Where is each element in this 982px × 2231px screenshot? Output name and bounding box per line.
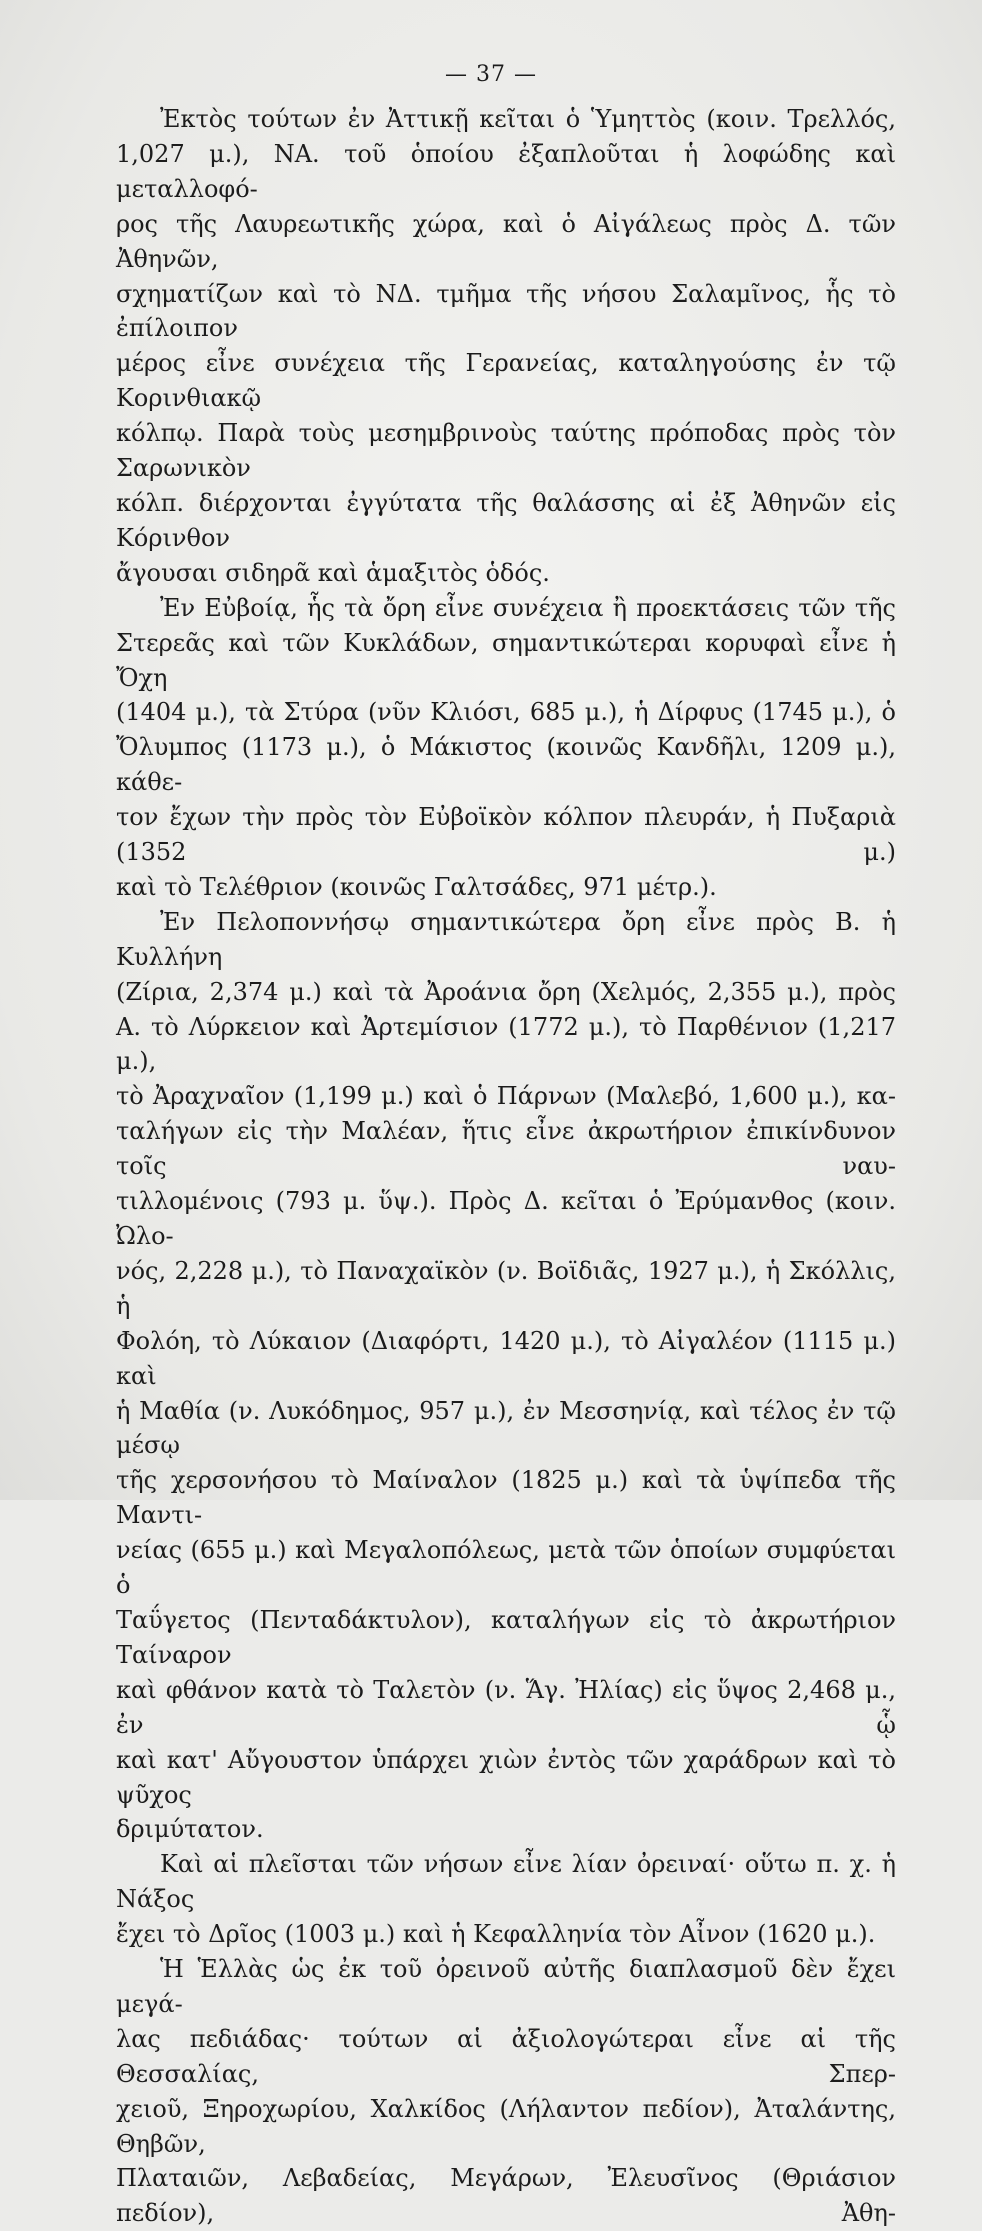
text-line: μέρος εἶνε συνέχεια τῆς Γερανείας, καταληγούσης ἐν τῷ Κορινθιακῷ [116, 349, 896, 413]
text-line: Ὄλυμπος (1173 μ.), ὁ Μάκιστος (κοινῶς Κανδῆλι, 1209 μ.), κάθε- [116, 733, 896, 797]
text-line: κόλπ. διέρχονται ἐγγύτατα τῆς θαλάσσης αἱ ἐξ Ἀθηνῶν εἰς Κόρινθον [116, 488, 896, 552]
text-line: Α. τὸ Λύρκειον καὶ Ἀρτεμίσιον (1772 μ.), τὸ Παρθένιον (1,217 μ.), [116, 1012, 896, 1076]
text-line: Στερεᾶς καὶ τῶν Κυκλάδων, σημαντικώτεραι κορυφαὶ εἶνε ἡ Ὄχη [116, 628, 896, 692]
text-line: καὶ φθάνον κατὰ τὸ Ταλετὸν (ν. Ἅγ. Ἠλίας) εἰς ὕψος 2,468 μ., ἐν ᾧ [116, 1675, 896, 1739]
text-line: τιλλομένοις (793 μ. ὕψ.). Πρὸς Δ. κεῖται ὁ Ἐρύμανθος (κοιν. Ὠλο- [116, 1187, 896, 1250]
text-line: Πλαταιῶν, Λεβαδείας, Μεγάρων, Ἐλευσῖνος (Θριάσιον πεδίον), Ἀθη- [116, 2164, 896, 2228]
text-line: καὶ κατ' Αὔγουστον ὑπάρχει χιὼν ἐντὸς τῶν χαράδρων καὶ τὸ ψῦχος [116, 1745, 896, 1809]
text-line: δριμύτατον. [116, 1815, 264, 1844]
text-line: Ἐκτὸς τούτων ἐν Ἀττικῇ κεῖται ὁ Ὑμηττὸς (κοιν. Τρελλός, [160, 105, 896, 133]
text-line: ἔχει τὸ Δρῖος (1003 μ.) καὶ ἡ Κεφαλληνία τὸν Αἶνον (1620 μ.). [116, 1920, 876, 1949]
text-line: νείας (655 μ.) καὶ Μεγαλοπόλεως, μετὰ τῶν ὁποίων συμφύεται ὁ [116, 1536, 896, 1600]
body-text [116, 102, 896, 2231]
text-line: λας πεδιάδας· τούτων αἱ ἀξιολογώτεραι εἶνε αἱ τῆς Θεσσαλίας, Σπερ- [116, 2024, 896, 2088]
text-line: Ταΰγετος (Πενταδάκτυλον), καταλήγων εἰς τὸ ἀκρωτήριον Ταίναρον [116, 1605, 896, 1669]
text-line: χειοῦ, Ξηροχωρίου, Χαλκίδος (Λήλαντον πεδίον), Ἀταλάντης, Θηβῶν, [116, 2094, 896, 2158]
text-line: ρος τῆς Λαυρεωτικῆς χώρα, καὶ ὁ Αἰγάλεως πρὸς Δ. τῶν Ἀθηνῶν, [116, 209, 896, 273]
text-line: τῆς χερσονήσου τὸ Μαίναλον (1825 μ.) καὶ τὰ ὑψίπεδα τῆς Μαντι- [116, 1466, 896, 1530]
text-line: Ἡ Ἑλλὰς ὡς ἐκ τοῦ ὀρεινοῦ αὐτῆς διαπλασμοῦ δὲν ἔχει μεγά- [116, 1955, 896, 2018]
text-line: τον ἔχων τὴν πρὸς τὸν Εὐβοϊκὸν κόλπον πλευράν, ἡ Πυξαριὰ (1352 μ.) [116, 803, 896, 867]
text-line: (1404 μ.), τὰ Στύρα (νῦν Κλιόσι, 685 μ.), ἡ Δίρφυς (1745 μ.), ὁ [116, 698, 896, 727]
text-line: ταλήγων εἰς τὴν Μαλέαν, ἥτις εἶνε ἀκρωτήριον ἐπικίνδυνον τοῖς ναυ- [116, 1117, 896, 1181]
text-line: Ἐν Πελοποννήσῳ σημαντικώτερα ὄρη εἶνε πρὸς Β. ἡ Κυλλήνη [116, 907, 896, 971]
text-line: κόλπῳ. Παρὰ τοὺς μεσημβρινοὺς ταύτης πρόποδας πρὸς τὸν Σαρωνικὸν [116, 419, 896, 483]
text-line: σχηματίζων καὶ τὸ ΝΔ. τμῆμα τῆς νήσου Σαλαμῖνος, ἧς τὸ ἐπίλοιπον [116, 279, 896, 343]
text-line: Καὶ αἱ πλεῖσται τῶν νήσων εἶνε λίαν ὀρειναί· οὕτω π. χ. ἡ Νάξος [116, 1850, 896, 1914]
page-number: — 37 — [445, 62, 537, 87]
text-line: ἡ Μαθία (ν. Λυκόδημος, 957 μ.), ἐν Μεσσηνίᾳ, καὶ τέλος ἐν τῷ μέσῳ [116, 1396, 896, 1460]
text-line: Φολόη, τὸ Λύκαιον (Διαφόρτι, 1420 μ.), τὸ Αἰγαλέον (1115 μ.) καὶ [116, 1326, 896, 1390]
text-line: (Ζίρια, 2,374 μ.) καὶ τὰ Ἀροάνια ὄρη (Χελμός, 2,355 μ.), πρὸς [116, 977, 896, 1006]
text-line: νός, 2,228 μ.), τὸ Παναχαϊκὸν (ν. Βοϊδιᾶς, 1927 μ.), ἡ Σκόλλις, ἡ [116, 1256, 896, 1320]
text-line: καὶ τὸ Τελέθριον (κοινῶς Γαλτσάδες, 971 μέτρ.). [116, 872, 717, 901]
text-line: Ἐν Εὐβοίᾳ, ἧς τὰ ὄρη εἶνε συνέχεια ἢ προεκτάσεις τῶν τῆς [160, 593, 896, 622]
text-line: τὸ Ἀραχναῖον (1,199 μ.) καὶ ὁ Πάρνων (Μαλεβό, 1,600 μ.), κα- [116, 1082, 896, 1111]
text-line: 1,027 μ.), ΝΑ. τοῦ ὁποίου ἐξαπλοῦται ἡ λοφώδης καὶ μεταλλοφό- [116, 139, 896, 203]
text-line: ἄγουσαι σιδηρᾶ καὶ ἁμαξιτὸς ὁδός. [116, 558, 550, 587]
